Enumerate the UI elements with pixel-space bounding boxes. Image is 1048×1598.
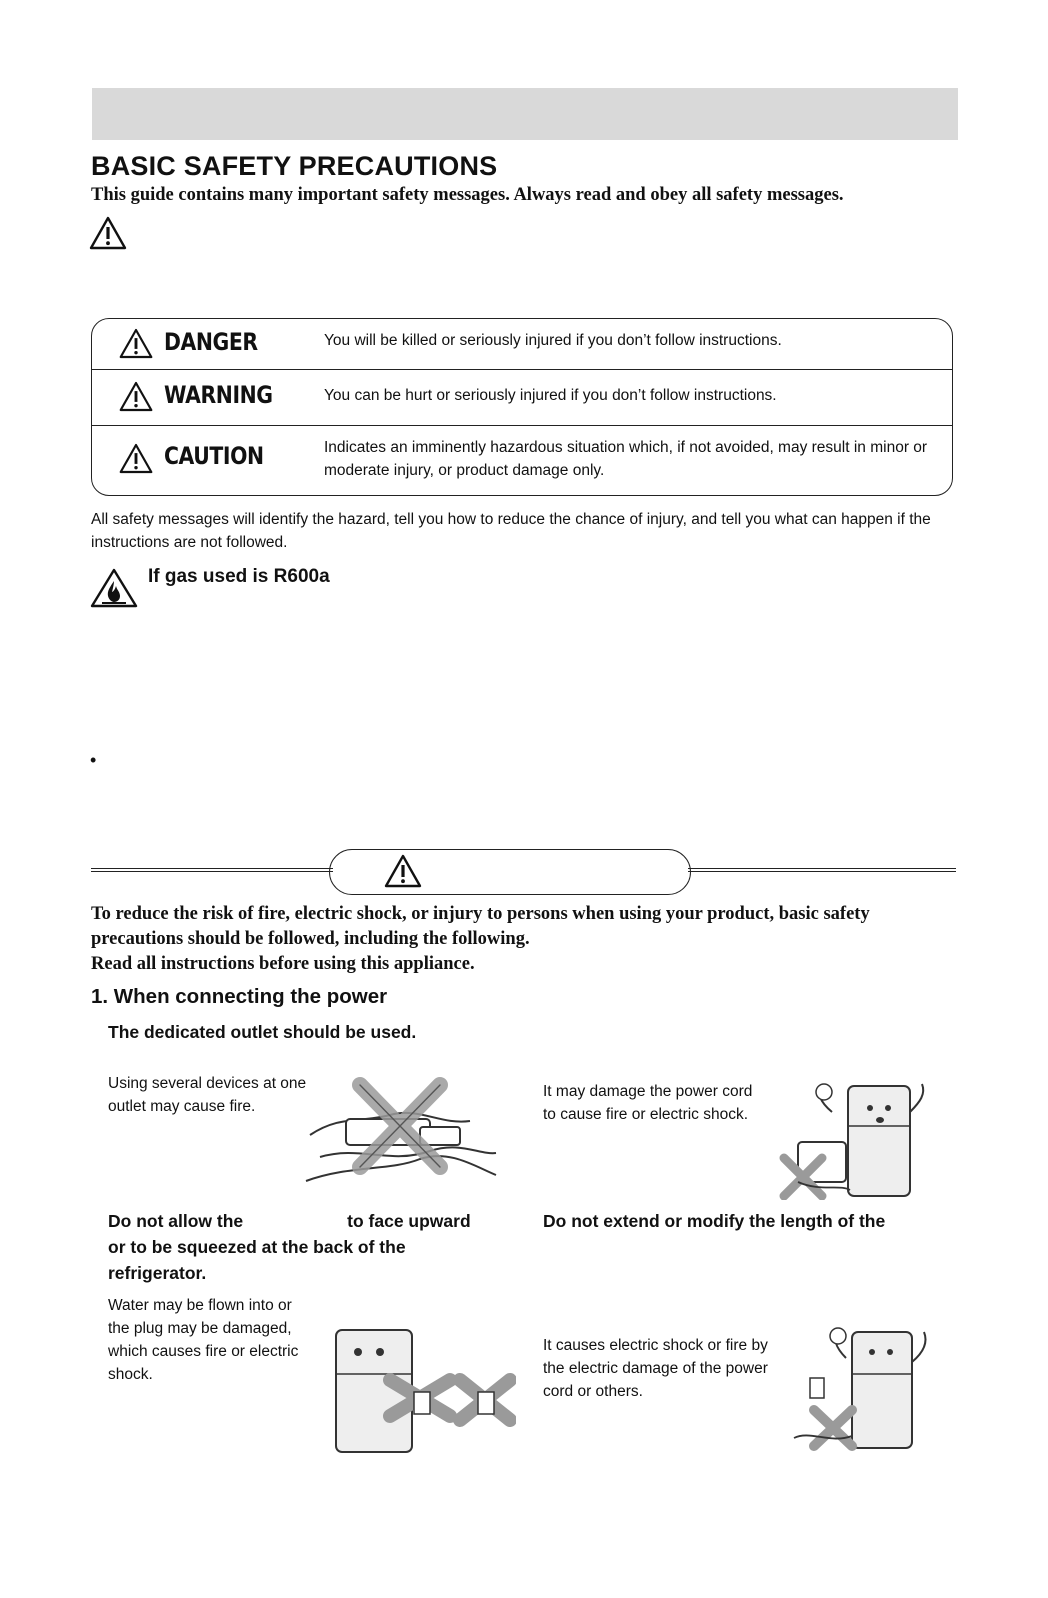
warning-description: You can be hurt or seriously injured if you don’t follow instructions. [324,387,777,404]
page-subtitle: This guide contains many important safety messages. Always read and obey all safety messages. [91,185,844,205]
signal-word-table [91,318,953,496]
cord-extension-illustration [790,1318,940,1457]
warning-label: WARNING [164,381,273,409]
electric-shock-note: It causes electric shock or fire by the electric damage of the power cord or others. [543,1337,768,1400]
flammable-warning-icon [89,567,139,614]
dedicated-outlet-heading: The dedicated outlet should be used. [108,1022,417,1042]
header-bar [92,88,958,140]
caution-description: Indicates an imminently hazardous situation which, if not avoided, may result in minor or moderate injury, or product damage only. [324,439,928,479]
squeezed-plug-illustration [330,1320,516,1461]
list-bullet: • [90,750,97,770]
signal-row-warning [92,369,952,426]
divider-right [688,868,956,872]
intro-line-1: To reduce the risk of fire, electric shock, or injury to persons when using your product, basic safety precautions should be followed, including the following. [91,904,870,949]
section-1-heading: 1. When connecting the power [91,985,388,1008]
divider-alert-icon [383,853,423,894]
gas-heading: If gas used is R600a [148,566,330,587]
divider-left [91,868,333,872]
danger-alert-icon [118,327,154,365]
refrigerator-cord-illustration [770,1072,946,1205]
plug-direction-heading-b: to face upward [347,1211,471,1231]
page-title: BASIC SAFETY PRECAUTIONS [91,151,498,181]
danger-description: You will be killed or seriously injured if you don’t follow instructions. [324,332,782,349]
danger-label: DANGER [164,328,258,356]
safety-messages-note: All safety messages will identify the hazard, tell you how to reduce the chance of injury, and tell you what can happen if the instructions are not followed. [91,511,931,551]
extend-cord-heading: Do not extend or modify the length of the [543,1211,886,1231]
plug-direction-heading-c: or to be squeezed at the back of the refrigerator. [108,1237,406,1283]
caution-alert-icon [118,442,154,480]
outlet-fire-note: Using several devices at one outlet may cause fire. [108,1075,307,1115]
multi-plug-illustration [300,1075,500,1192]
plug-direction-heading [108,1208,508,1286]
safety-alert-icon [88,215,128,251]
intro-line-2: Read all instructions before using this appliance. [91,954,475,974]
warning-alert-icon [118,380,154,418]
plug-damage-note: Water may be flown into or the plug may be damaged, which causes fire or electric shock. [108,1297,299,1383]
signal-row-caution [92,425,952,495]
plug-direction-heading-a: Do not allow the [108,1211,244,1231]
signal-row-danger [92,319,952,370]
intro-paragraph [91,902,951,977]
caution-label: CAUTION [164,442,264,470]
power-cord-damage-note: It may damage the power cord to cause fire or electric shock. [543,1083,753,1123]
